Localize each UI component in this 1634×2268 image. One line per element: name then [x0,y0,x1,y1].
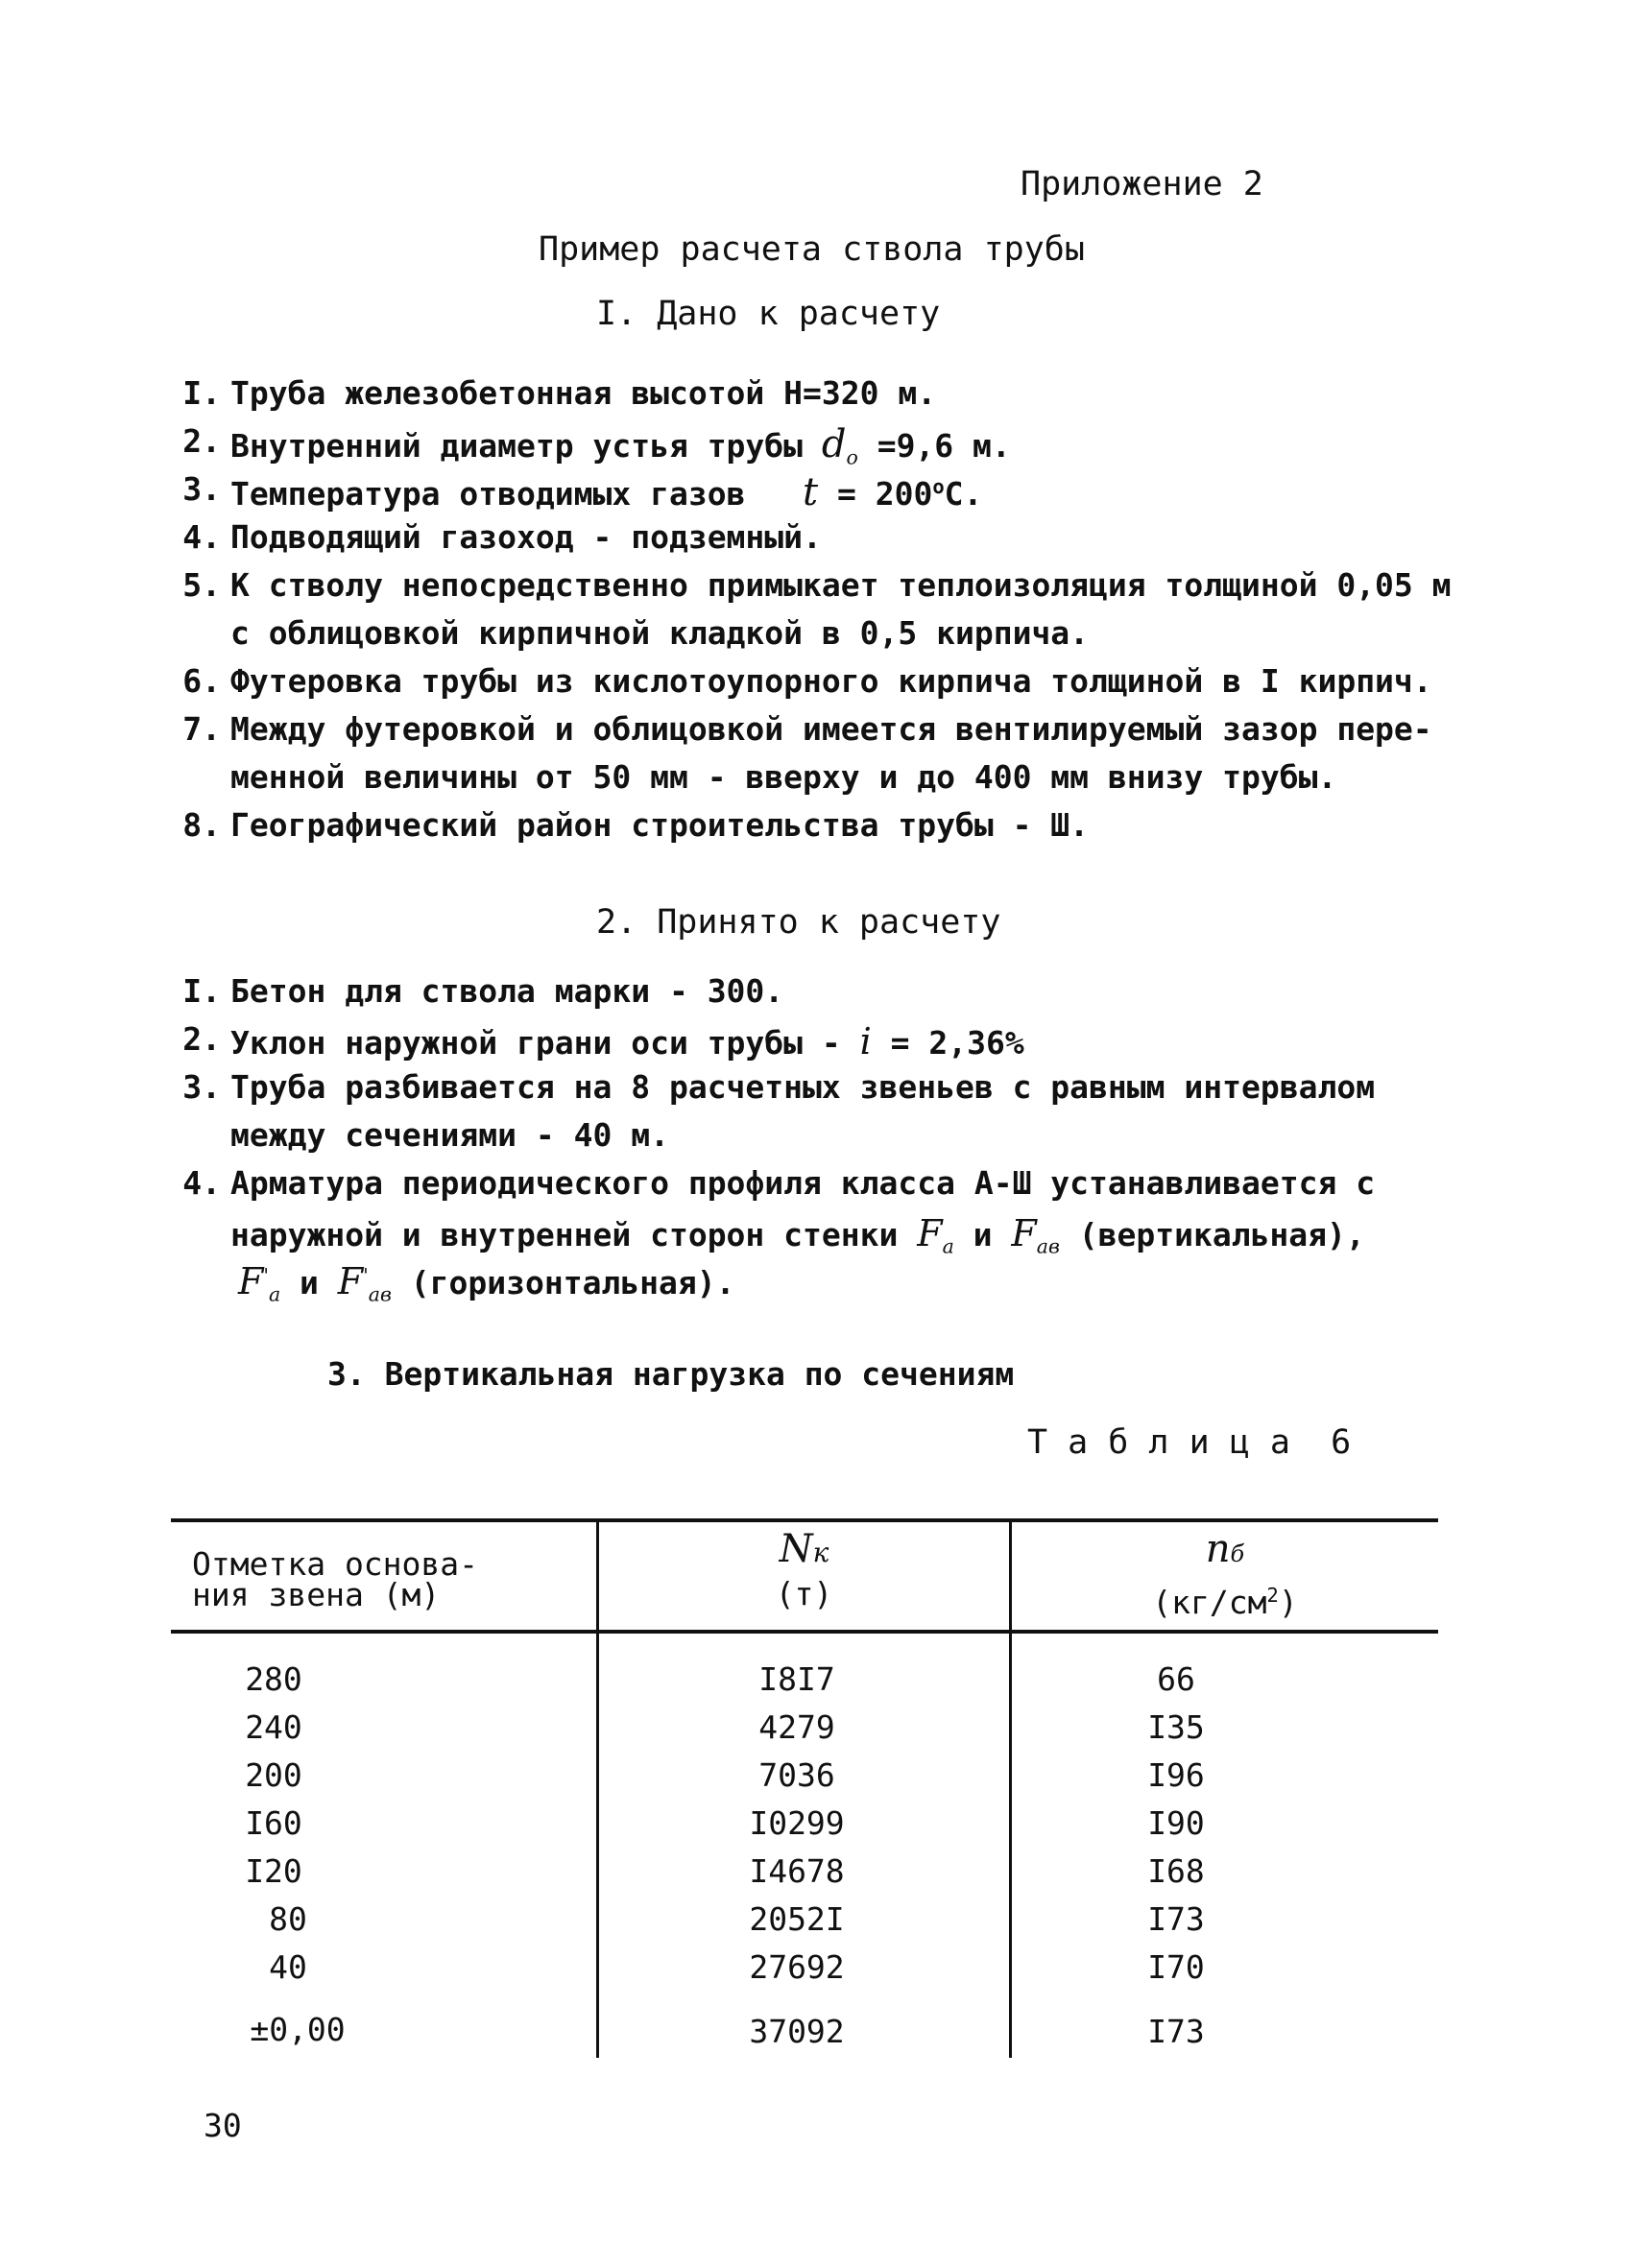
list-number: 4. [182,518,221,556]
list-item: Труба железобетонная высотой Н=320 м. [230,374,937,412]
list-item: Географический район строительства трубы - Ш. [230,806,1090,844]
list-item: Футеровка трубы из кислотоупорного кирпича толщиной в I кирпич. [230,662,1432,700]
table-header-col3: nб $(кг/см^2)$ [1152,1527,1298,1621]
symbol-i: i [859,1020,872,1062]
table-cell: ±0,00 [250,2011,346,2048]
list-item: Арматура периодического профиля класса А-Ш устанавливается с [230,1164,1376,1202]
list-item: Труба разбивается на 8 расчетных звеньев с равным интервалом [230,1068,1376,1106]
table-cell: I73 [1147,1900,1205,1938]
table-cell: I68 [1147,1852,1205,1890]
list-number: 4. [182,1164,221,1202]
table-cell: I73 [1147,2013,1205,2050]
list-number: 5. [182,566,221,604]
table-cell: I70 [1147,1948,1205,1986]
table-cell: 280 [245,1660,302,1698]
appendix-label: Приложение 2 [1021,165,1263,203]
table-header-rule [171,1630,1438,1634]
list-item: К стволу непосредственно примыкает теплоизоляция толщиной 0,05 м [230,566,1452,604]
table-cell: 4279 [758,1708,835,1746]
table-cell: 40 [269,1948,307,1986]
list-item-continuation: менной величины от 50 мм - вверху и до 400 мм внизу трубы. [230,758,1337,796]
table-cell: 2052I [749,1900,845,1938]
list-item-continuation: с облицовкой кирпичной кладкой в 0,5 кирпича. [230,614,1090,652]
table-cell: I96 [1147,1756,1205,1794]
table-cell: I90 [1147,1804,1205,1842]
table-top-rule [171,1518,1438,1522]
list-item-continuation: $F'_a$ и $F'_{aв}$ (горизонтальная). [238,1260,735,1306]
section3-heading: 3. Вертикальная нагрузка по сечениям [327,1355,1015,1393]
list-item: Внутренний диаметр устья трубы $d_o =9,6$ м. [230,422,1011,469]
list-number: 6. [182,662,221,700]
section2-heading: 2. Принято к расчету [596,903,1001,942]
table-cell: I8I7 [758,1660,835,1698]
table-cell: I60 [245,1804,302,1842]
table-header-col1: Отметка основа- ния звена (м) [192,1545,479,1613]
table-cell: 80 [269,1900,307,1938]
page-number: 30 [204,2107,242,2144]
list-item: Уклон наружной грани оси трубы - i = 2,36% [230,1020,1024,1062]
list-number: 8. [182,806,221,844]
table-cell: I20 [245,1852,302,1890]
list-number: I. [182,972,221,1010]
list-number: I. [182,374,221,412]
list-number: 2. [182,422,221,460]
list-item: Температура отводимых газов $t = 200^oС$. [230,470,983,514]
list-item: Бетон для ствола марки - 300. [230,972,784,1010]
table-cell: 240 [245,1708,302,1746]
list-item-continuation: между сечениями - 40 м. [230,1116,669,1154]
table-cell: I0299 [749,1804,845,1842]
table-header-col2: Nк (т) [775,1527,833,1612]
table-cell: 37092 [749,2013,845,2050]
table-cell: 200 [245,1756,302,1794]
table-cell: 66 [1157,1660,1195,1698]
section1-heading: I. Дано к расчету [596,295,941,333]
list-number: 7. [182,710,221,748]
list-item: Между футеровкой и облицовкой имеется вентилируемый зазор пере- [230,710,1432,748]
list-item: Подводящий газоход - подземный. [230,518,822,556]
table-label: Т а б л и ц а 6 [1027,1423,1352,1462]
list-number: 3. [182,1068,221,1106]
symbol-d: d [821,422,847,466]
list-item-continuation: наружной и внутренней сторон стенки $F_a$ и $F_{aв}$ (вертикальная), [230,1212,1365,1258]
list-number: 3. [182,470,221,508]
table-cell: 27692 [749,1948,845,1986]
table-cell: 7036 [758,1756,835,1794]
document-title: Пример расчета ствола трубы [539,230,1085,269]
symbol-t: t [803,470,819,514]
table-cell: I4678 [749,1852,845,1890]
table-cell: I35 [1147,1708,1205,1746]
list-number: 2. [182,1020,221,1058]
